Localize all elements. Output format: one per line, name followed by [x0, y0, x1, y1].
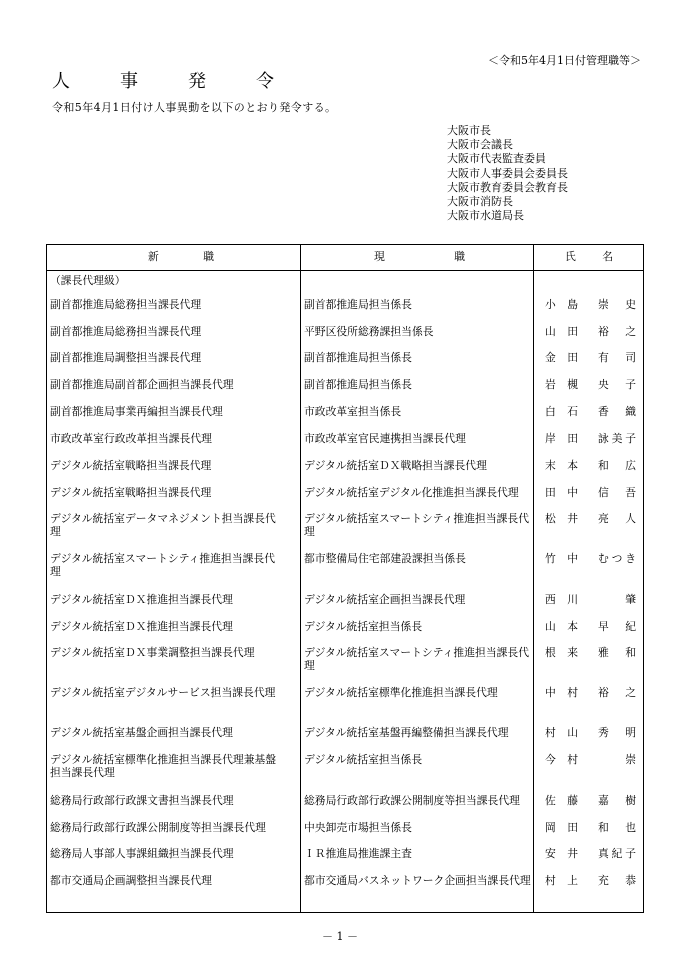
table-row — [46, 816, 644, 842]
current-post-cell: 都市整備局住宅部建設課担当係長 — [304, 552, 466, 565]
surname: 岩 槻 — [545, 378, 578, 391]
new-post-cell: 副首都推進局副首都企画担当課長代理 — [50, 378, 234, 391]
new-post-cell: 副首都推進局総務担当課長代理 — [50, 325, 202, 338]
new-post-cell: 都市交通局企画調整担当課長代理 — [50, 874, 212, 887]
current-post-cell: デジタル統括室標準化推進担当課長代理 — [304, 686, 498, 699]
given-name: 肇 — [625, 593, 636, 606]
table-row — [46, 400, 644, 427]
given-name: 香 織 — [598, 405, 636, 418]
current-post-cell: デジタル統括室企画担当課長代理 — [304, 593, 466, 606]
surname: 山 田 — [545, 325, 578, 338]
surname: 佐 藤 — [545, 794, 578, 807]
surname: 田 中 — [545, 486, 578, 499]
current-post-cell: 副首都推進局担当係長 — [304, 378, 412, 391]
current-post-cell: ＩＲ推進局推進課主査 — [304, 847, 412, 860]
surname: 松 井 — [545, 512, 578, 525]
surname: 岡 田 — [545, 821, 578, 834]
issuer: 大阪市人事委員会委員長 — [447, 166, 568, 180]
table-row — [46, 789, 644, 816]
surname: 岸 田 — [545, 432, 578, 445]
table-row — [46, 320, 644, 346]
new-post-cell: 副首都推進局総務担当課長代理 — [50, 298, 202, 311]
given-name: 詠 美 子 — [598, 432, 636, 445]
header-divider — [46, 270, 644, 271]
current-post-cell: デジタル統括室デジタル化推進担当課長代理 — [304, 486, 519, 499]
given-name: 有 司 — [598, 351, 636, 364]
document-title: 人 事 発 令 — [52, 71, 274, 92]
table-row — [46, 842, 644, 869]
given-name: 雅 和 — [598, 646, 636, 659]
surname: 中 村 — [545, 686, 578, 699]
given-name: む つ き — [598, 552, 636, 565]
given-name: 早 紀 — [598, 620, 636, 633]
issuer-list — [447, 124, 568, 223]
table-row — [46, 869, 644, 913]
surname: 小 島 — [545, 298, 578, 311]
grade-label: （課長代理級） — [50, 274, 126, 287]
issuer: 大阪市教育委員会教育長 — [447, 180, 568, 194]
surname: 山 本 — [545, 620, 578, 633]
new-post-cell: デジタル統括室戦略担当課長代理 — [50, 459, 212, 472]
table-row — [46, 641, 644, 681]
given-name: 裕 之 — [598, 686, 636, 699]
new-post-cell: 総務局人事部人事課組織担当課長代理 — [50, 847, 234, 860]
current-post-cell: デジタル統括室ＤＸ戦略担当課長代理 — [304, 459, 487, 472]
new-post-cell: 総務局行政部行政課公開制度等担当課長代理 — [50, 821, 266, 834]
table-row — [46, 748, 644, 789]
issuer: 大阪市水道局長 — [447, 209, 524, 223]
current-post-cell: 都市交通局バスネットワーク企画担当課長代理 — [304, 874, 531, 887]
issuer: 大阪市長 — [447, 124, 491, 137]
surname: 根 来 — [545, 646, 578, 659]
current-post-cell: 副首都推進局担当係長 — [304, 351, 412, 364]
surname: 村 山 — [545, 726, 578, 739]
new-post-cell: 副首都推進局事業再編担当課長代理 — [50, 405, 223, 418]
table-row — [46, 427, 644, 454]
new-post-cell: デジタル統括室デジタルサービス担当課長代理 — [50, 686, 276, 699]
current-post-cell: 市政改革室担当係長 — [304, 405, 402, 418]
new-post-cell: デジタル統括室戦略担当課長代理 — [50, 486, 212, 499]
surname: 竹 中 — [545, 552, 578, 565]
given-name: 真 紀 子 — [598, 847, 636, 860]
new-post-cell: 市政改革室行政改革担当課長代理 — [50, 432, 212, 445]
given-name: 裕 之 — [598, 325, 636, 338]
table-row — [46, 615, 644, 641]
header-current-post: 現 職 — [374, 250, 465, 263]
page-number: － 1 － — [322, 930, 358, 943]
surname: 西 川 — [545, 593, 578, 606]
new-post-cell: 副首都推進局調整担当課長代理 — [50, 351, 202, 364]
new-post-cell: デジタル統括室基盤企画担当課長代理 — [50, 726, 233, 739]
table-row — [46, 454, 644, 481]
current-post-cell: デジタル統括室担当係長 — [304, 620, 423, 633]
new-post-cell: デジタル統括室ＤＸ事業調整担当課長代理 — [50, 646, 255, 659]
current-post-cell: 中央卸売市場担当係長 — [304, 821, 412, 834]
issuer: 大阪市消防長 — [447, 195, 513, 209]
current-post-cell: デジタル統括室スマートシティ推進担当課長代理 — [304, 646, 530, 672]
given-name: 央 子 — [598, 378, 636, 391]
current-post-cell: デジタル統括室担当係長 — [304, 753, 423, 766]
table-row — [46, 721, 644, 748]
given-name: 信 吾 — [598, 486, 636, 499]
current-post-cell: 平野区役所総務課担当係長 — [304, 325, 434, 338]
new-post-cell: デジタル統括室スマートシティ推進担当課長代理 — [50, 552, 276, 578]
table-row — [46, 547, 644, 588]
surname: 末 本 — [545, 459, 578, 472]
table-row — [46, 507, 644, 547]
table-row — [46, 588, 644, 615]
surname: 白 石 — [545, 405, 578, 418]
current-post-cell: 総務局行政部行政課公開制度等担当課長代理 — [304, 794, 520, 807]
given-name: 嘉 樹 — [598, 794, 636, 807]
surname: 安 井 — [545, 847, 578, 860]
new-post-cell: デジタル統括室ＤＸ推進担当課長代理 — [50, 620, 233, 633]
given-name: 秀 明 — [598, 726, 636, 739]
intro-sentence: 令和5年4月1日付け人事異動を以下のとおり発令する。 — [52, 101, 337, 114]
surname: 金 田 — [545, 351, 578, 364]
given-name: 充 恭 — [598, 874, 636, 887]
current-post-cell: 市政改革室官民連携担当課長代理 — [304, 432, 466, 445]
given-name: 崇 — [625, 753, 636, 766]
current-post-cell: デジタル統括室基盤再編整備担当課長代理 — [304, 726, 509, 739]
given-name: 和 広 — [598, 459, 636, 472]
surname: 今 村 — [545, 753, 578, 766]
table-row — [46, 373, 644, 400]
table-row — [46, 481, 644, 507]
new-post-cell: デジタル統括室標準化推進担当課長代理兼基盤担当課長代理 — [50, 753, 277, 779]
surname: 村 上 — [545, 874, 578, 887]
table-body — [46, 293, 644, 913]
current-post-cell: デジタル統括室スマートシティ推進担当課長代理 — [304, 512, 530, 538]
current-post-cell: 副首都推進局担当係長 — [304, 298, 412, 311]
given-name: 和 也 — [598, 821, 636, 834]
new-post-cell: デジタル統括室データマネジメント担当課長代理 — [50, 512, 276, 538]
given-name: 崇 史 — [598, 298, 636, 311]
header-name: 氏 名 — [565, 250, 613, 263]
document-header-note: ＜令和5年4月1日付管理職等＞ — [488, 54, 641, 67]
issuer: 大阪市代表監査委員 — [447, 152, 546, 166]
issuer: 大阪市会議長 — [447, 138, 513, 152]
table-row — [46, 293, 644, 320]
table-row — [46, 346, 644, 373]
new-post-cell: 総務局行政部行政課文書担当課長代理 — [50, 794, 234, 807]
header-new-post: 新 職 — [148, 250, 214, 263]
given-name: 亮 人 — [598, 512, 636, 525]
new-post-cell: デジタル統括室ＤＸ推進担当課長代理 — [50, 593, 233, 606]
table-row — [46, 681, 644, 721]
